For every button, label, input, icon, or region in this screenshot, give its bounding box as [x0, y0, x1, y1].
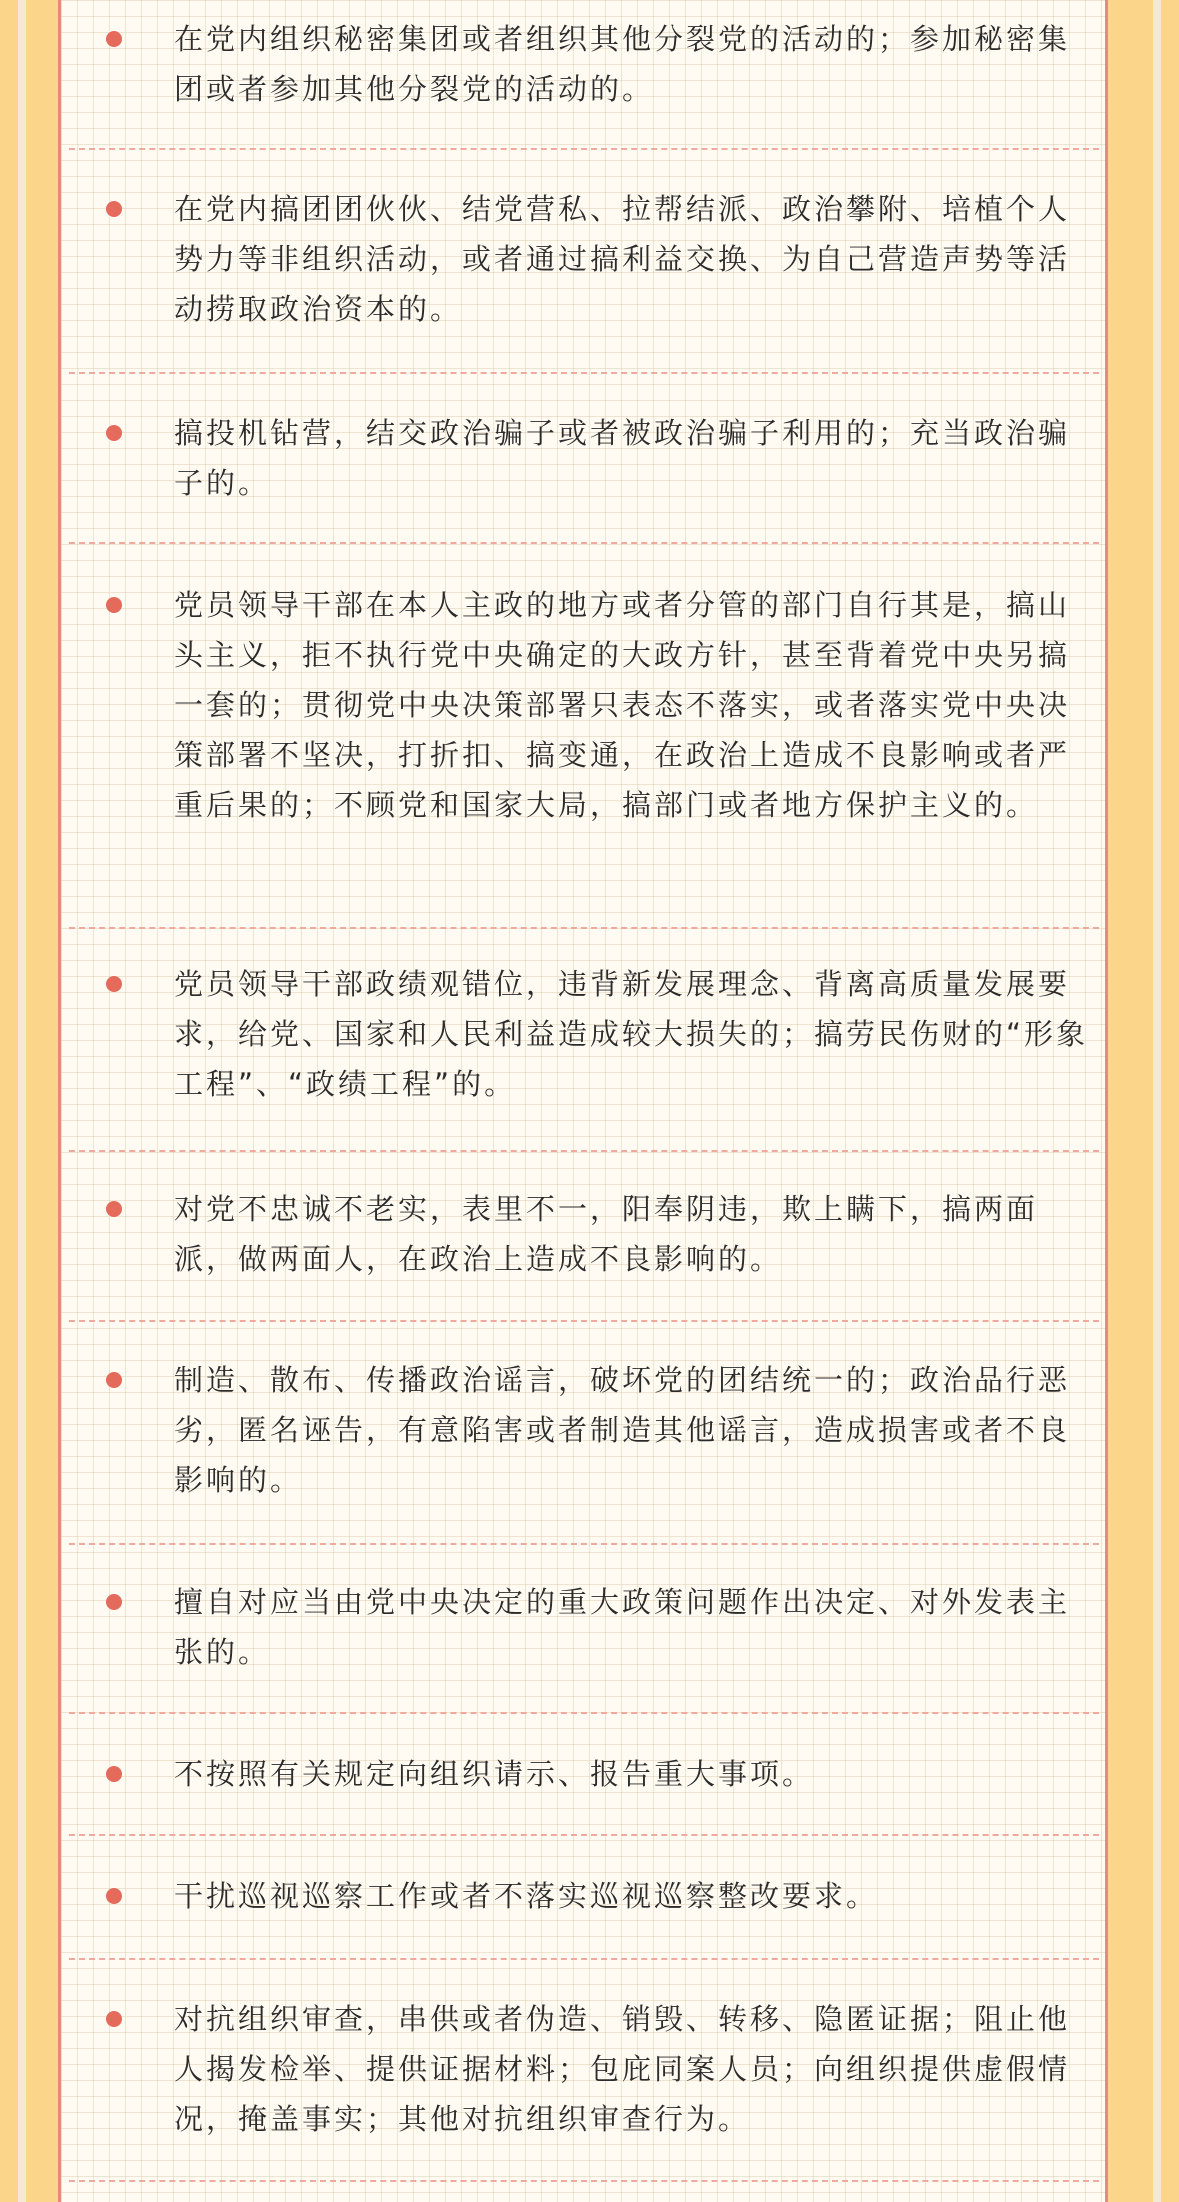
dashed-divider: [69, 1958, 1099, 1960]
bullet-dot-icon: [106, 1372, 122, 1388]
list-item-text: 不按照有关规定向组织请示、报告重大事项。: [174, 1757, 815, 1791]
bullet-dot-icon: [106, 976, 122, 992]
grid-paper-panel: [58, 0, 1108, 2202]
dashed-divider: [69, 2180, 1099, 2182]
left-stripe: [18, 0, 26, 2202]
bullet-dot-icon: [106, 1201, 122, 1217]
bullet-dot-icon: [106, 31, 122, 47]
list-item-text: 擅自对应当由党中央决定的重大政策问题作出决定、对外发表主张的。: [174, 1585, 1071, 1669]
list-item-text: 党员领导干部在本人主政的地方或者分管的部门自行其是，搞山头主义，拒不执行党中央确定的大政方针，甚至背着党中央另搞一套的；贯彻党中央决策部署只表态不落实，或者落实党中央决策部署不坚决，打折扣、搞变通，在政治上造成不良影响或者严重后果的；不顾党和国家大局，搞部门或者地方保护主义的。: [174, 588, 1071, 822]
right-stripe: [1153, 0, 1161, 2202]
bullet-dot-icon: [106, 2011, 122, 2027]
dashed-divider: [69, 372, 1099, 374]
bullet-dot-icon: [106, 201, 122, 217]
bullet-dot-icon: [106, 1594, 122, 1610]
dashed-divider: [69, 1150, 1099, 1152]
dashed-divider: [69, 927, 1099, 929]
dashed-divider: [69, 1834, 1099, 1836]
dashed-divider: [69, 1543, 1099, 1545]
dashed-divider: [69, 542, 1099, 544]
list-item-text: 干扰巡视巡察工作或者不落实巡视巡察整改要求。: [174, 1879, 879, 1913]
dashed-divider: [69, 1712, 1099, 1714]
bullet-dot-icon: [106, 1766, 122, 1782]
bullet-dot-icon: [106, 425, 122, 441]
list-item-text: 在党内搞团团伙伙、结党营私、拉帮结派、政治攀附、培植个人势力等非组织活动，或者通过搞利益交换、为自己营造声势等活动捞取政治资本的。: [174, 192, 1071, 326]
list-item-text: 在党内组织秘密集团或者组织其他分裂党的活动的；参加秘密集团或者参加其他分裂党的活动的。: [174, 22, 1071, 106]
bullet-dot-icon: [106, 1888, 122, 1904]
dashed-divider: [69, 148, 1099, 150]
list-item-text: 对抗组织审查，串供或者伪造、销毁、转移、隐匿证据；阻止他人揭发检举、提供证据材料；包庇同案人员；向组织提供虚假情况，掩盖事实；其他对抗组织审查行为。: [174, 2002, 1071, 2136]
dashed-divider: [69, 1320, 1099, 1322]
list-item-text: 制造、散布、传播政治谣言，破坏党的团结统一的；政治品行恶劣，匿名诬告，有意陷害或者制造其他谣言，造成损害或者不良影响的。: [174, 1363, 1071, 1497]
list-item-text: 党员领导干部政绩观错位，违背新发展理念、背离高质量发展要求，给党、国家和人民利益造成较大损失的；搞劳民伤财的“形象工程”、“政绩工程”的。: [174, 967, 1089, 1101]
bullet-dot-icon: [106, 597, 122, 613]
list-item-text: 搞投机钻营，结交政治骗子或者被政治骗子利用的；充当政治骗子的。: [174, 416, 1071, 500]
list-item-text: 对党不忠诚不老实，表里不一，阳奉阴违，欺上瞒下，搞两面派，做两面人，在政治上造成不良影响的。: [174, 1192, 1039, 1276]
